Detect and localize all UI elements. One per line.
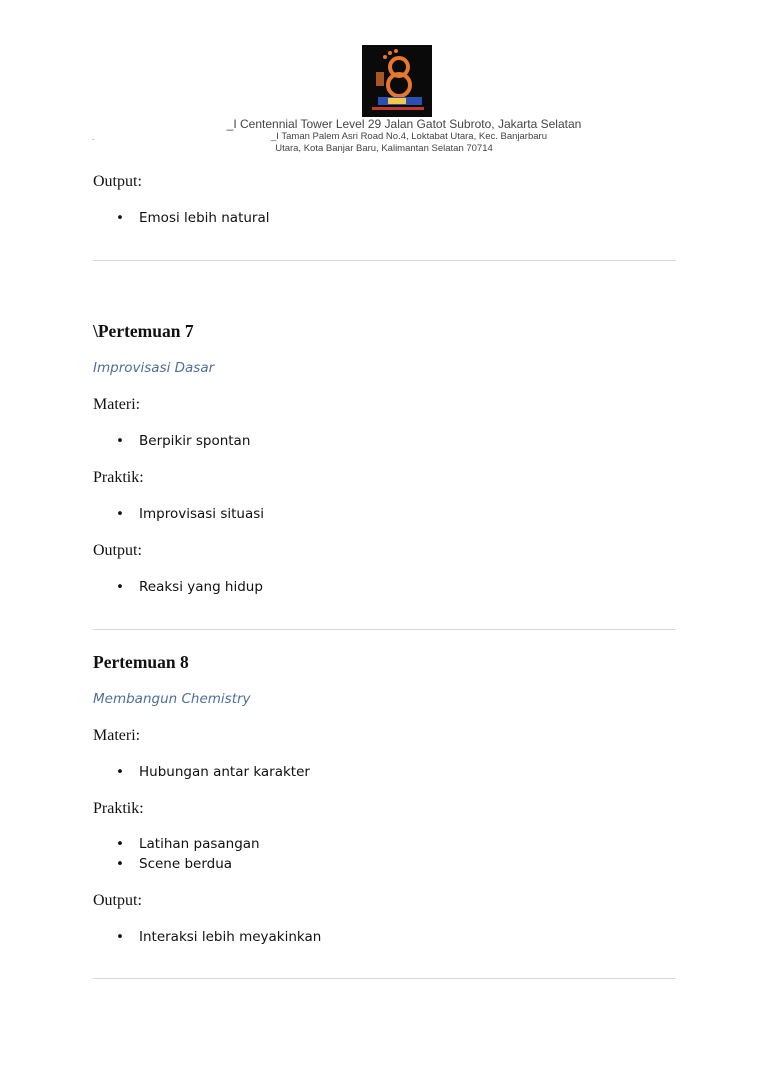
section-divider bbox=[93, 629, 676, 630]
materi-label: Materi: bbox=[93, 396, 141, 413]
bullet-icon: • bbox=[116, 433, 124, 449]
list-item-text: Improvisasi situasi bbox=[139, 506, 265, 522]
list-item bbox=[116, 506, 264, 522]
bullet-icon: • bbox=[116, 506, 124, 522]
margin-mark: . bbox=[92, 133, 95, 142]
list-item bbox=[116, 836, 260, 852]
list-item bbox=[116, 856, 232, 872]
output-label: Output: bbox=[93, 173, 142, 190]
section-divider bbox=[93, 260, 676, 261]
section-heading: \Pertemuan 7 bbox=[93, 321, 194, 341]
kaki-8-logo bbox=[362, 45, 432, 117]
list-item bbox=[116, 764, 310, 780]
address-block bbox=[0, 131, 768, 155]
list-item-text: Scene berdua bbox=[139, 856, 233, 872]
list-item-text: Emosi lebih natural bbox=[139, 210, 270, 226]
section-subtitle: Membangun Chemistry bbox=[93, 691, 251, 707]
address-line-1 bbox=[0, 117, 768, 131]
section-heading: Pertemuan 8 bbox=[93, 652, 189, 672]
address-line-2: _I Taman Palem Asri Road No.4, Loktabat Utara, Kec. Banjarbaru bbox=[270, 131, 547, 142]
list-item-text: Interaksi lebih meyakinkan bbox=[139, 929, 322, 945]
list-item bbox=[116, 210, 270, 226]
output-label: Output: bbox=[93, 892, 142, 909]
bullet-icon: • bbox=[116, 764, 124, 780]
praktik-label: Praktik: bbox=[93, 800, 144, 817]
output-label: Output: bbox=[93, 542, 142, 559]
section-divider bbox=[93, 978, 676, 979]
bullet-icon: • bbox=[116, 929, 124, 945]
list-item-text: Reaksi yang hidup bbox=[139, 579, 263, 595]
materi-label: Materi: bbox=[93, 727, 141, 744]
praktik-label: Praktik: bbox=[93, 469, 144, 486]
list-item-text: Latihan pasangan bbox=[139, 836, 260, 852]
bullet-icon: • bbox=[116, 210, 124, 226]
address-line-3: Utara, Kota Banjar Baru, Kalimantan Selatan 70714 bbox=[275, 143, 493, 154]
list-item bbox=[116, 579, 263, 595]
bullet-icon: • bbox=[116, 579, 124, 595]
bullet-icon: • bbox=[116, 836, 124, 852]
section-subtitle: Improvisasi Dasar bbox=[93, 360, 215, 376]
list-item-text: Berpikir spontan bbox=[139, 433, 251, 449]
list-item bbox=[116, 929, 321, 945]
list-item bbox=[116, 433, 250, 449]
address-line-1-text: _I Centennial Tower Level 29 Jalan Gatot Subroto, Jakarta Selatan bbox=[226, 117, 582, 131]
list-item-text: Hubungan antar karakter bbox=[139, 764, 310, 780]
bullet-icon: • bbox=[116, 856, 124, 872]
